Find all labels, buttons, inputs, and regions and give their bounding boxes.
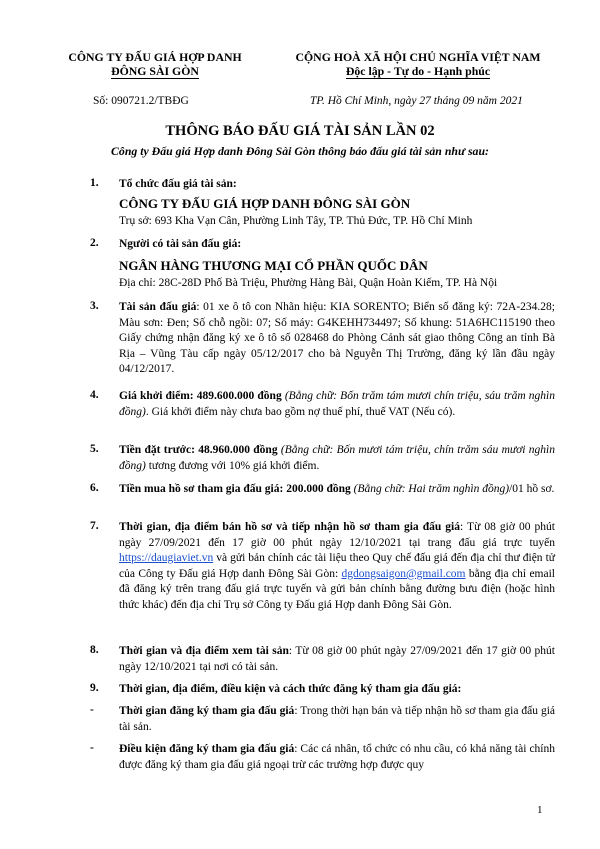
section-number: 4. bbox=[90, 389, 99, 401]
section-6 bbox=[119, 482, 555, 498]
national-header bbox=[282, 50, 554, 79]
place-date: TP. Hồ Chí Minh, ngày 27 tháng 09 năm 2021 bbox=[310, 95, 523, 107]
auction-org-name: CÔNG TY ĐẤU GIÁ HỢP DANH ĐÔNG SÀI GÒN bbox=[119, 195, 411, 211]
section-7-label: Thời gian, địa điểm bán hồ sơ và tiếp nhận hồ sơ tham gia đấu giá bbox=[119, 521, 460, 533]
doc-number: Số: 090721.2/TBĐG bbox=[93, 95, 189, 107]
registration-conditions-text: : Các cá nhân, tổ chức có nhu cầu, có khả năng tài chính được đăng ký tham gia đấu giá ngoại trừ các trường hợp được quy bbox=[119, 743, 555, 771]
starting-price: Giá khởi điểm: 489.600.000 đồng bbox=[119, 390, 282, 402]
section-number: 7. bbox=[90, 520, 99, 532]
section-7 bbox=[119, 520, 555, 614]
section-number: 1. bbox=[90, 177, 99, 189]
section-7-text-3: bằng địa chỉ email đã đăng ký trên trang đấu giá trực tuyến và gửi bản chính bằng đường bưu điện (hoặc hình thức khác) đến địa chỉ Trụ sở Công ty Đấu giá Hợp danh Đông Sài Gòn. bbox=[119, 567, 555, 611]
section-number: 8. bbox=[90, 644, 99, 656]
section-1-label: Tổ chức đấu giá tài sản: bbox=[119, 178, 237, 190]
section-2-label: Người có tài sản đấu giá: bbox=[119, 238, 242, 250]
dash-bullet: - bbox=[90, 704, 94, 716]
page-title: THÔNG BÁO ĐẤU GIÁ TÀI SẢN LẦN 02 bbox=[165, 123, 435, 139]
page-subtitle: Công ty Đấu giá Hợp danh Đông Sài Gòn thông báo đấu giá tài sản như sau: bbox=[111, 144, 489, 158]
company-email-link[interactable]: dgdongsaigon@gmail.com bbox=[341, 567, 466, 580]
company-name-line1: CÔNG TY ĐẤU GIÁ HỢP DANH bbox=[68, 50, 242, 64]
section-3 bbox=[119, 300, 555, 378]
section-4-text: . Giá khởi điểm này chưa bao gồm nợ thuế phí, thuế VAT (Nếu có). bbox=[145, 405, 456, 418]
section-1 bbox=[119, 177, 555, 229]
section-7-text-1: : Từ 08 giờ 00 phút ngày 27/09/2021 đến 17 giờ 00 phút ngày 12/10/2021 tại trang đấu giá trực tuyến bbox=[119, 521, 555, 549]
dossier-fee-words: (Bằng chữ: Hai trăm nghìn đồng) bbox=[350, 483, 510, 495]
section-number: 3. bbox=[90, 300, 99, 312]
dash-bullet: - bbox=[90, 742, 94, 754]
section-number: 9. bbox=[90, 682, 99, 694]
section-5-text: tương đương với 10% giá khởi điểm. bbox=[145, 459, 320, 472]
page-number: 1 bbox=[537, 804, 543, 816]
registration-conditions-label: Điều kiện đăng ký tham gia đấu giá bbox=[119, 743, 295, 755]
section-number: 2. bbox=[90, 237, 99, 249]
auction-website-link[interactable]: https://daugiaviet.vn bbox=[119, 552, 214, 565]
section-8 bbox=[119, 644, 555, 675]
section-6-label: Tiền mua hồ sơ tham gia đấu giá bbox=[119, 483, 280, 495]
section-9-label: Thời gian, địa điểm, điều kiện và cách thức đăng ký tham gia đấu giá: bbox=[119, 683, 462, 695]
registration-time-text: : Trong thời hạn bán và tiếp nhận hồ sơ tham gia đấu giá tài sản. bbox=[119, 705, 555, 733]
company-name-line2: ĐÔNG SÀI GÒN bbox=[111, 64, 199, 78]
auction-org-address: Trụ sở: 693 Kha Vạn Cân, Phường Linh Tây, TP. Thủ Đức, TP. Hồ Chí Minh bbox=[119, 214, 473, 227]
section-5 bbox=[119, 443, 555, 474]
section-number: 5. bbox=[90, 443, 99, 455]
dossier-fee: : 200.000 đồng bbox=[279, 483, 351, 495]
asset-owner-name: NGÂN HÀNG THƯƠNG MẠI CỔ PHẦN QUỐC DÂN bbox=[119, 257, 428, 273]
section-3-text: : 01 xe ô tô con Nhãn hiệu: KIA SORENTO; Biển số đăng ký: 72A-234.28; Màu sơn: Đen; Số chỗ ngồi: 07; Số máy: G4KEHH734497; Số khung: 51A6HC115190 theo Giấy chứng nhận đăng ký xe ô tô số 028468 do Phòng Cảnh sát giao thông Công an tỉnh Bà Rịa – Vũng Tàu cấp ngày 05/12/2017 cho bà Nguyễn Thị Trường, đăng ký lần đầu ngày 04/12/2017. bbox=[119, 301, 555, 376]
section-2 bbox=[119, 237, 555, 291]
section-8-label: Thời gian và địa điểm xem tài sản bbox=[119, 645, 289, 657]
section-4 bbox=[119, 389, 555, 420]
section-7-text-2: và gửi bản chính các tài liệu theo Quy chế đấu giá đến địa chỉ thư điện tử của Công ty Đấu giá Hợp danh Đông Sài Gòn: bbox=[119, 552, 555, 580]
starting-price-words: (Bằng chữ: Bốn trăm tám mươi chín triệu, sáu trăm nghìn đồng) bbox=[119, 390, 555, 418]
national-motto: Độc lập - Tự do - Hạnh phúc bbox=[345, 64, 491, 78]
asset-owner-address: Địa chỉ: 28C-28D Phố Bà Triệu, Phường Hàng Bài, Quận Hoàn Kiếm, TP. Hà Nội bbox=[119, 276, 498, 289]
section-9 bbox=[119, 682, 555, 698]
registration-time bbox=[119, 704, 555, 735]
section-8-text: : Từ 08 giờ 00 phút ngày 27/09/2021 đến 17 giờ 00 phút ngày 12/10/2021 tại nơi có tài sản. bbox=[119, 645, 555, 673]
section-number: 6. bbox=[90, 482, 99, 494]
registration-time-label: Thời gian đăng ký tham gia đấu giá bbox=[119, 705, 295, 717]
deposit-amount-words: (Bằng chữ: Bốn mươi tám triệu, chín trăm sáu mươi nghìn đồng) bbox=[119, 444, 555, 472]
section-6-text: /01 hồ sơ. bbox=[509, 483, 555, 495]
section-5-label: Tiền đặt trước bbox=[119, 444, 192, 456]
section-3-label: Tài sản đấu giá bbox=[119, 301, 197, 313]
company-header bbox=[55, 50, 255, 79]
deposit-amount: : 48.960.000 đồng bbox=[191, 444, 278, 456]
national-title: CỘNG HOÀ XÃ HỘI CHỦ NGHĨA VIỆT NAM bbox=[295, 50, 541, 64]
registration-conditions bbox=[119, 742, 555, 773]
